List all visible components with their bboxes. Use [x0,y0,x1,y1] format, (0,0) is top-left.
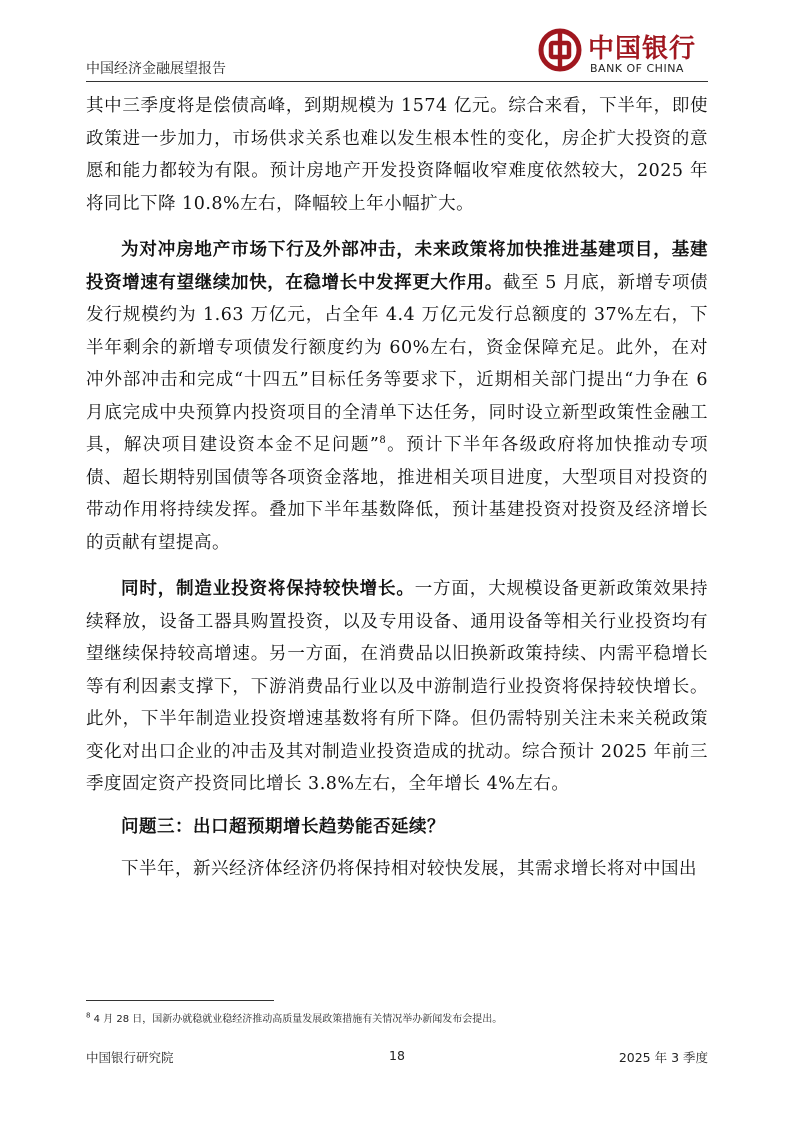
page-body [86,90,708,886]
logo-name-en: BANK OF CHINA [590,62,684,75]
paragraph-infrastructure [86,234,708,559]
page-number: 18 [389,1048,405,1063]
logo-name-cn: 中国银行 [588,34,697,64]
header-divider [86,81,708,82]
page-footer [86,1048,708,1068]
footer-period: 2025 年 3 季度 [618,1050,708,1065]
manufacturing-lead-sentence: 同时，制造业投资将保持较快增长。 [121,579,415,599]
paragraph-manufacturing [86,573,708,801]
section-heading-question-three: 问题三：出口超预期增长趋势能否延续？ [121,816,445,837]
infrastructure-lead-sentence: 为对冲房地产市场下行及外部冲击，未来政策将加快推进基建项目，基建投资增速有望继续加快，在稳增长中发挥更大作用。 [86,240,708,293]
bank-of-china-logo [538,28,708,80]
manufacturing-text: 一方面，大规模设备更新政策效果持续释放，设备工器具购置投资，以及专用设备、通用设备等相关行业投资均有望继续保持较高增速。另一方面，在消费品以旧换新政策持续、内需平稳增长等有利因素支撑下，下游消费品行业以及中游制造行业投资将保持较快增长。此外，下半年制造业投资增速基数将有所下降。但仍需特别关注未来关税政策变化对出口企业的冲击及其对制造业投资造成的扰动。综合预计 2025 年前三季度固定资产投资同比增长 3.8%左右，全年增长 4%左右。 [86,579,709,794]
footnote [86,1010,502,1025]
infrastructure-text-b: 。预计下半年各级政府将加快推动专项债、超长期特别国债等各项资金落地，推进相关项目进度，大型项目对投资的带动作用将持续发挥。叠加下半年基数降低，预计基建投资对投资及经济增长的贡献有望提高。 [86,435,708,553]
paragraph-real-estate: 其中三季度将是偿债高峰，到期规模为 1574 亿元。综合来看，下半年，即使政策进一步加力，市场供求关系也难以发生根本性的变化，房企扩大投资的意愿和能力都较为有限。预计房地产开发投资降幅收窄难度依然较大，2025 年将同比下降 10.8%左右，降幅较上年小幅扩大。 [86,96,708,214]
footnote-text: 4 月 28 日，国新办就稳就业稳经济推动高质量发展政策措施有关情况举办新闻发布会提出。 [93,1014,503,1025]
footnote-mark: 8 [86,1011,91,1020]
footnote-divider [86,1000,274,1001]
page-header [86,0,708,85]
infrastructure-text-a: 截至 5 月底，新增专项债发行规模约为 1.63 万亿元，占全年 4.4 万亿元发行总额度的 37%左右，下半年剩余的新增专项债发行额度约为 60%左右，资金保障充足。此外，在对冲外部冲击和完成“十四五”目标任务等要求下，近期相关部门提出“力争在 6 月底完成中央预算内投资项目的全清单下达任务，同时设立新型政策性金融工具，解决项目建设资本金不足问题” [86,272,709,455]
footer-institute: 中国银行研究院 [86,1050,174,1065]
paragraph-exports: 下半年，新兴经济体经济仍将保持相对较快发展，其需求增长将对中国出 [121,859,697,879]
bank-logo-icon [538,28,582,72]
footnote-reference[interactable]: 8 [379,435,387,447]
report-title: 中国经济金融展望报告 [86,61,226,77]
